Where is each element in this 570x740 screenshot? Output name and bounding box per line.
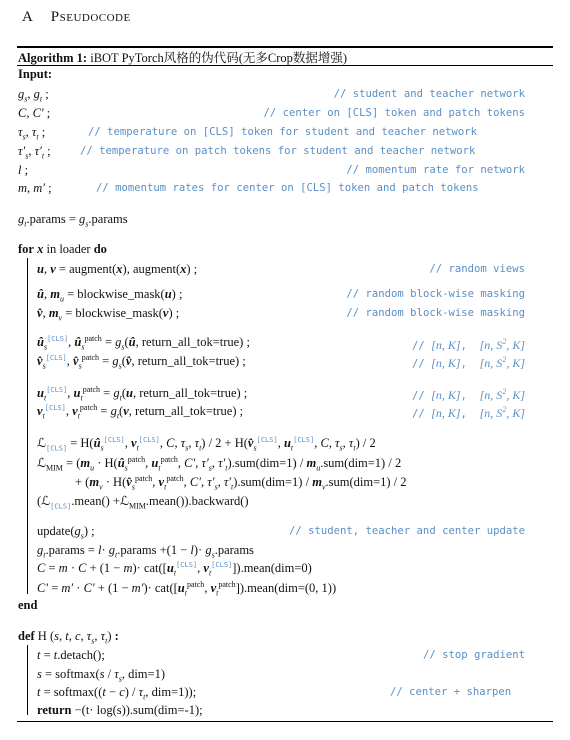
- def-body-bar: [27, 645, 28, 715]
- comment-shapes-4: // [n, K], [n, $S^2$, K]: [412, 405, 525, 420]
- augment-line: u, v = augment(x), augment(x) ;: [37, 262, 198, 276]
- algorithm-label: Algorithm 1:: [18, 51, 88, 65]
- loss-mim-line-2: + ($m_v$ · $H(v̂_s^{patch}$, $v_t^{patch}$, C′, $\tau'_s$, $\tau'_t).sum(dim=1) / m_v.sum(dim=1) / 2$: [75, 474, 407, 492]
- update-line: $update(g_s)$ ;: [37, 524, 95, 541]
- init-params-line: $g_t.params$ = $g_s.params$: [18, 212, 128, 229]
- input-momentum: l ;: [18, 163, 29, 177]
- comment-random-views: // random views: [429, 263, 525, 275]
- comment-momentum: // momentum rate for network: [346, 164, 525, 176]
- comment-stop-gradient: // stop gradient: [422, 649, 525, 661]
- comment-temperatures-cls: // temperature on [CLS] token for student and teacher network: [88, 126, 478, 138]
- center-patch-update-line: $C' = m' \cdot C' + (1 - m')\cdot cat([u_t^{patch}$, $v_t^{patch}]).mean(dim=(0$, 1)): [37, 580, 337, 598]
- comment-momentum-center: // momentum rates for center on [CLS] token and patch tokens: [96, 182, 479, 194]
- softmax-s-line: s = softmax(s / $\tau_s$, dim=1): [37, 667, 165, 684]
- section-heading: [22, 9, 131, 26]
- section-letter: A: [22, 9, 33, 25]
- loss-mim-line-1: ℒ$_{MIM}$ = ($m_u$ · $H(û_s^{patch}$, $u_t^{patch}$, C′, $\tau'_s$, $\tau'_t).sum(dim=1) / m_u.sum(dim=1) / 2$: [37, 455, 402, 473]
- return-line: return −(t· log(s)).sum(dim=-1);: [37, 703, 203, 717]
- center-update-line: $C = m \cdot C + (1 - m)\cdot cat([u_t[CLS]$, $v_t[CLS]]).mean(dim=0)$: [37, 561, 312, 578]
- loop-body-bar: [27, 258, 28, 594]
- mask-v-line: v̂, $m_v$ = blockwise_mask(v) ;: [37, 306, 180, 323]
- detach-line: t = t.detach();: [37, 648, 105, 662]
- algorithm-title: iBOT PyTorch风格的伪代码(无多Crop数据增强): [87, 51, 348, 65]
- algorithm-bottom-rule: [17, 721, 553, 722]
- section-title: Pseudocode: [50, 9, 131, 25]
- comment-update: // student, teacher and center update: [289, 525, 525, 537]
- input-label: Input:: [18, 67, 53, 81]
- for-loop-header: for x in loader do: [18, 242, 107, 256]
- for-loop-end: end: [18, 598, 38, 612]
- comment-temperatures-patch: // temperature on patch tokens for student and teacher network: [80, 145, 476, 157]
- comment-shapes-3: // [n, K], [n, $S^2$, K]: [412, 387, 525, 402]
- def-h-header: def H (s, t, c, $\tau_s$, $\tau_t$) :: [18, 629, 119, 646]
- mask-u-line: û, $m_u$ = blockwise_mask(u) ;: [37, 287, 183, 304]
- comment-shapes-1: // [n, K], [n, $S^2$, K]: [412, 337, 525, 352]
- comment-networks: // student and teacher network: [333, 88, 525, 100]
- comment-shapes-2: // [n, K], [n, $S^2$, K]: [412, 355, 525, 370]
- algorithm-caption-rule: [17, 65, 553, 66]
- input-temperatures-cls: $\tau_s$, $\tau_t$ ;: [18, 125, 46, 142]
- teacher-u-line: $u_t[CLS]$, $u_t^{patch} = g_t(u$, return_all_tok=true) ;: [37, 385, 248, 403]
- teacher-v-line: $v_t[CLS]$, $v_t^{patch} = g_t(v$, return_all_tok=true) ;: [37, 403, 244, 421]
- backward-line: (ℒ$_{[CLS]}$.mean() +ℒ$_{MIM}$.mean()).backward(): [37, 494, 249, 511]
- student-u-line: $û_s[CLS]$, $û_s^{patch}$ = $g_s(û$, return_all_tok=true) ;: [37, 334, 250, 352]
- algorithm-caption: [18, 48, 347, 66]
- input-networks: $g_s$, $g_t$ ;: [18, 87, 49, 104]
- comment-mask-v: // random block-wise masking: [346, 307, 525, 319]
- comment-centers: // center on [CLS] token and patch tokens: [263, 107, 525, 119]
- comment-mask-u: // random block-wise masking: [346, 288, 525, 300]
- input-temperatures-patch: $\tau'_s$, $\tau'_t$ ;: [18, 144, 51, 161]
- ema-params-line: $g_t.params = l\cdot$ $g_t.params +(1 - l)\cdot$ $g_s.params$: [37, 543, 254, 560]
- softmax-t-line: t = softmax((t − $c) / \tau_t$, dim=1));: [37, 685, 197, 702]
- comment-center-sharpen: // center + sharpen: [390, 686, 512, 698]
- student-v-line: $v̂_s[CLS]$, $v̂_s^{patch}$ = $g_s(v̂$, return_all_tok=true) ;: [37, 353, 246, 371]
- loss-cls-line: ℒ$_{[CLS]}$ = $H(û_s[CLS]$, $v_t[CLS]$, C, $\tau_s$, $\tau_t) / 2$ + $H(v̂_s[CLS]$, $u_t[CLS]$, C, $\tau_s$, $\tau_t) / 2$: [37, 435, 376, 453]
- input-momentum-center: m, m′ ;: [18, 181, 52, 195]
- input-centers: C, C′ ;: [18, 106, 51, 120]
